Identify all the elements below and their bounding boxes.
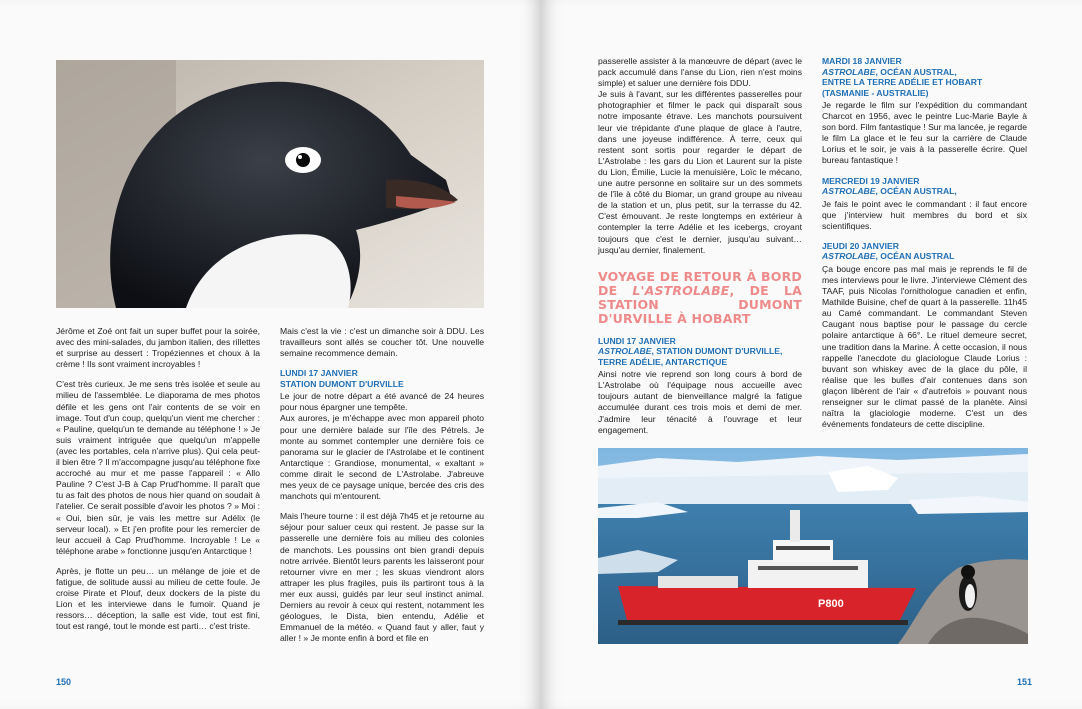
entry-place-line: (TASMANIE - AUSTRALIE)	[822, 87, 929, 98]
ship-name: ASTROLABE	[822, 66, 876, 77]
entry-place	[822, 251, 1027, 262]
ship-name: ASTROLABE	[822, 186, 876, 197]
place-text: , OCÉAN AUSTRAL	[875, 251, 955, 262]
paragraph: Après, je flotte un peu… un mélange de joie et de fatigue, de solitude aussi au milieu de cette foule. Je croise Pirate et Plouf, deux dockers de la piste du Lion et les interviewe dans le fumoir. Quand je ressors… déception, la salle est vide, tout est fini, tout est rangé, tout le monde est parti… c'est triste.	[56, 565, 260, 632]
entry-place-line: ENTRE LA TERRE ADÉLIE ET HOBART	[822, 77, 983, 87]
right-page	[541, 0, 1082, 709]
entry-date: MERCREDI 19 JANVIER	[822, 175, 920, 186]
paragraph: Jérôme et Zoé ont fait un super buffet pour la soirée, avec des mini-salades, du jambon italien, des rillettes et surprise au dessert : Tropéziennes et choux à la crème ! Ils sont vraiment incroyables !	[56, 326, 260, 370]
penguin-silhouette	[959, 565, 977, 611]
entry-date: LUNDI 17 JANVIER	[280, 368, 358, 379]
section-title-part: , DE LA STATION DUMONT D'URVILLE À HOBART	[598, 282, 802, 326]
entry-place	[822, 186, 1027, 197]
paragraph: Le jour de notre départ a été avancé de 24 heures pour nous épargner une tempête.	[280, 391, 484, 413]
hull-number: P800	[818, 598, 844, 610]
paragraph: Je fais le point avec le commandant : il faut encore que j'interview huit membres du bord et six scientifiques.	[822, 198, 1027, 231]
paragraph: Aux aurores, je m'échappe avec mon appareil photo pour une dernière balade sur l'île des Pétrels. Je monte au sommet contempler une dernière fois ce panorama sur le glacier de l'Astrolabe et le continent Antarctique : Grandiose, monumental, « exaltant » comme dirait le second de L'Astrolabe. J'abreuve mes yeux de ce paysage unique, bercée des cris des manchots qui m'entourent.	[280, 413, 484, 502]
section-title	[598, 270, 802, 326]
section-title-part: VOYAGE DE RETOUR À BORD DE	[598, 268, 802, 298]
paragraph: Mais c'est la vie : c'est un dimanche soir à DDU. Les travailleurs sont allés se coucher tôt. Une nouvelle semaine recommence demain.	[280, 326, 484, 359]
page-number: 150	[56, 677, 72, 687]
entry-date: LUNDI 17 JANVIER	[598, 335, 676, 346]
entry-date: MARDI 18 JANVIER	[822, 56, 902, 66]
entry-date: JEUDI 20 JANVIER	[822, 240, 899, 251]
place-text: , OCÉAN AUSTRAL,	[875, 66, 957, 77]
entry-place-line: TERRE ADÉLIE, ANTARCTIQUE	[598, 356, 728, 367]
section-title-italic: L'ASTROLABE	[632, 282, 730, 298]
ship-name: ASTROLABE	[822, 251, 876, 262]
entry-heading	[598, 336, 802, 368]
place-text: , OCÉAN AUSTRAL,	[875, 186, 957, 197]
paragraph: Je suis à l'avant, sur les différentes passerelles pour photographier et filmer le pack qui disparaît sous notre imposante étrave. Les manchots poursuivent leur vie trépidante d'une plaque de glace à l'autre, dans une joyeuse indifférence. À terre, ceux qui restent sont sortis pour regarder le départ de L'Astrolabe : les gars du Lion et Laurent sur la piste du Lion, Émilie, Lucie la menuisière, Loïc le mécano, une autre personne en solitaire sur un des sommets de l'île à côté du Biomar, un grand groupe au niveau de la station et un, plus petit, sur la terrasse du 42. C'est émouvant. Je reste longtemps en extérieur à contempler la terre Adélie et les icebergs, croyant toujours que c'est le dernier, jusqu'au suivant… jusqu'au dernier, finalement.	[598, 89, 802, 255]
place-text: , STATION DUMONT D'URVILLE,	[651, 346, 783, 357]
paragraph: passerelle assister à la manœuvre de départ (avec le pack accumulé dans l'anse du Lion, rien n'est moins simple) et saluer une dernière fois DDU.	[598, 56, 802, 89]
entry-place: STATION DUMONT D'URVILLE	[280, 378, 404, 389]
left-column-2	[280, 326, 484, 653]
entry-place	[822, 67, 1027, 78]
paragraph: Ça bouge encore pas mal mais je reprends le fil de mes interviews pour le livre. J'interviewe Clément des TAAF, puis Nicolas l'ornithologue canadien et enfin, Mathilde Buisine, chef de quart à la passerelle. 11h45 au Camé commandant. Le commandant Steven Caugant nous baptise pour le passage du cercle polaire antarctique à 66°. Le rituel demeure secret, une tradition dans la Marine. À cette occasion, il nous rappelle l'anecdote du glaciologue Claude Lorius : buvant son whiskey avec de la glace du pôle, il réalise que les bulles d'air contenues dans son glaçon libèrent de l'air « d'autrefois » pouvant nous renseigner sur le climat passé de la planète. Ainsi naîtra la glaciologie moderne. C'est un des événements fondateurs de cette discipline.	[822, 263, 1027, 430]
entry-place	[598, 346, 802, 357]
entry-heading	[822, 56, 1027, 98]
paragraph: C'est très curieux. Je me sens très isolée et seule au milieu de l'assemblée. Le diaporama de mes photos défile et les gens ont l'air contents de se voir en image. Tout d'un coup, quelqu'un vient me chercher : « Pauline, quelqu'un te demande au téléphone ! » Je suis vraiment intriguée que quelqu'un m'appelle (avec les portables, cela n'arrive plus). Qui cela peut-il bien être ? Il m'accompagne jusqu'au téléphone fixe accroché au mur et me passe l'appareil : « Allo Pauline ? C'est J-B à Cap Prud'homme. Il paraît que tu as fait des photos de nous hier quand on soudait à l'atelier. Ce serait possible d'avoir les photos ? » Moi : « Oui, bien sûr, je vais les mettre sur Adélix (le serveur local). » Et j'en profite pour les remercier de leur accueil à Cap Prud'homme. Incroyable ! Le « téléphone arabe » fonctionne jusqu'en Antarctique !	[56, 379, 260, 556]
penguin-photo	[56, 60, 484, 308]
entry-heading	[822, 176, 1027, 197]
right-column-2	[822, 56, 1027, 439]
page-number: 151	[1017, 677, 1033, 687]
entry-heading	[280, 368, 484, 389]
left-column-1	[56, 326, 260, 641]
paragraph: Ainsi notre vie reprend son long cours à bord de L'Astrolabe où l'équipage nous accueille avec toujours autant de bienveillance malgré la fatigue accumulée durant ces trois mois et demi de mer. J'admire leur ténacité à l'ouvrage et leur engagement.	[598, 369, 802, 435]
paragraph: Je regarde le film sur l'expédition du commandant Charcot en 1956, avec le peintre Luc-Marie Bayle à son bord. Film fantastique ! Sur ma lancée, je regarde le film La glace et le feu sur la carrière de Claude Lorius et le soir, je vais à la passerelle écrire. Quel bureau fantastique !	[822, 100, 1027, 166]
paragraph: Mais l'heure tourne : il est déjà 7h45 et je retourne au séjour pour saluer ceux qui restent. Je passe sur la passerelle une dernière fois au milieu des colonies de manchots. Les poussins ont bien grandi depuis notre arrivée. Bientôt leurs parents les laisseront pour retourner vivre en mer ; les skuas viendront alors attraper les plus fragiles, puis ils partiront tous à la mer eux aussi, guidés par leur seul instinct animal. Derniers au revoir à ceux qui restent, notamment les géologues, le Dista, bien entendu, Adélie et Emmanuel de la météo. « Quand faut y aller, faut y aller ! » Je monte enfin à bord et file en	[280, 511, 484, 644]
ship-name: ASTROLABE	[598, 346, 652, 357]
entry-heading	[822, 241, 1027, 262]
right-column-1	[598, 56, 802, 445]
ship-photo	[598, 448, 1028, 644]
